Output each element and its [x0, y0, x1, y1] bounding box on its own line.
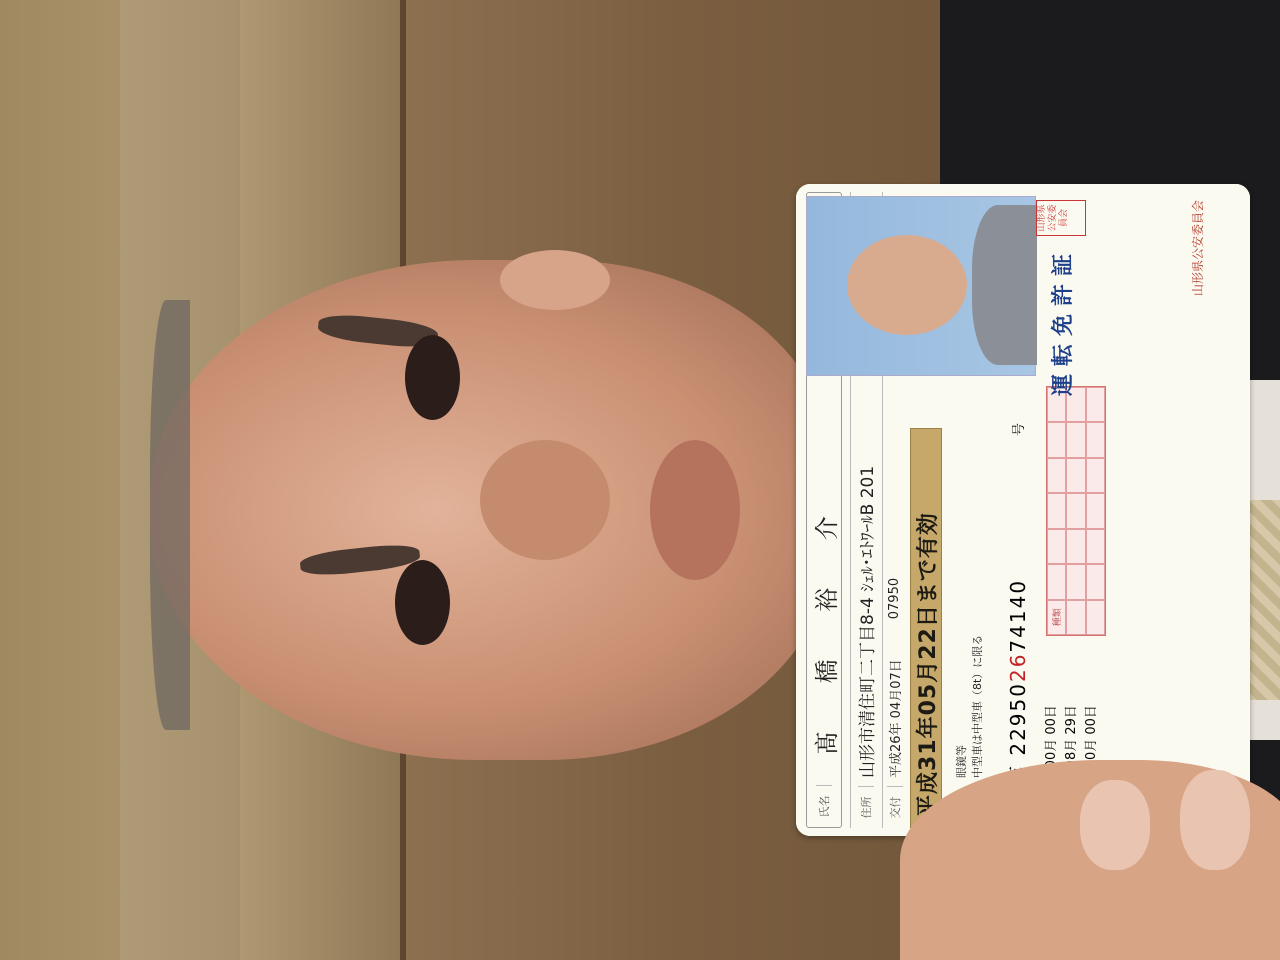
- hair: [150, 300, 190, 730]
- conditions-value: [954, 635, 986, 778]
- conditions-line-2: 中型車は中型車（8t）に限る: [971, 634, 984, 778]
- address-value: 山形市清住町二丁目8-4 ｼｪﾙ･ｴﾄﾜｰﾙB 201: [858, 465, 878, 778]
- license-number: [1002, 579, 1031, 786]
- ear: [500, 250, 610, 310]
- validity-band: 平成31年05月22日まで有効: [910, 428, 942, 828]
- license-photo: [806, 196, 1036, 376]
- photo-face: [847, 235, 967, 335]
- mouth: [650, 440, 740, 580]
- fingernail: [1080, 780, 1150, 870]
- issue-number: 07950: [887, 577, 902, 620]
- number-red: 26: [1006, 652, 1030, 683]
- license-face: [796, 184, 1250, 836]
- photo-body: [972, 205, 1037, 365]
- issue-label: 交付: [887, 786, 903, 828]
- eye-right: [395, 560, 450, 645]
- number-suffix: 74140: [1006, 578, 1030, 653]
- address-label: 住所: [858, 786, 874, 828]
- issuer: 山形県公安委員会: [1191, 199, 1205, 296]
- nose: [480, 440, 610, 560]
- number-prefix: 22950: [1006, 682, 1030, 756]
- type-label: 種類: [1047, 600, 1066, 635]
- name-label: 氏名: [816, 785, 832, 827]
- fingernail: [1180, 770, 1250, 870]
- license-title: 運転免許証: [1051, 245, 1076, 396]
- eye-left: [405, 335, 460, 420]
- holder-name: 髙 橋 裕 介: [812, 496, 841, 755]
- issue-date: 平成26年 04月07日: [889, 659, 904, 778]
- number-go: 号: [1012, 422, 1027, 436]
- license-type-grid: [1046, 386, 1106, 636]
- conditions-line-1: 眼鏡等: [955, 745, 968, 778]
- red-stamp: 山形県公安委員会: [1036, 200, 1086, 236]
- driver-license-card: [796, 184, 1250, 836]
